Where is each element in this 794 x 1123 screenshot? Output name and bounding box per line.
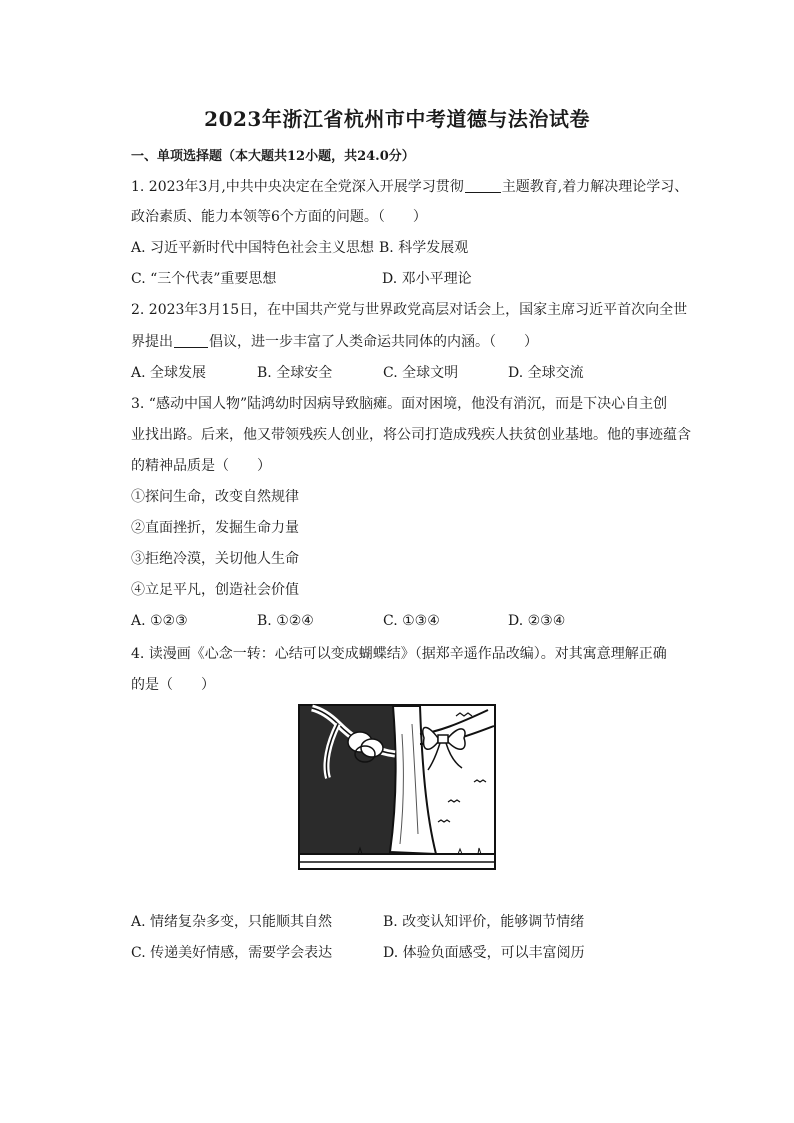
q4-line-2: 的是（ ） [131, 677, 215, 693]
q3-item-2: ②直面挫折，发掘生命力量 [131, 520, 299, 536]
q3-item-1: ①探问生命，改变自然规律 [131, 489, 299, 505]
q1-option-b[interactable]: B. 科学发展观 [379, 240, 469, 256]
q1-text-a: 1. 2023年3月,中共中央决定在全党深入开展学习贯彻 [131, 179, 464, 195]
q2-option-a[interactable]: A. 全球发展 [131, 365, 207, 381]
q3-option-c[interactable]: C. ①③④ [383, 613, 440, 629]
q1-line-1 [131, 178, 688, 196]
page-title: 2023年浙江省杭州市中考道德与法治试卷 [204, 107, 590, 131]
q1-text-b: 主题教育,着力解决理论学习、 [501, 179, 689, 195]
cartoon-illustration [298, 704, 496, 870]
q4-option-a[interactable]: A. 情绪复杂多变，只能顺其自然 [131, 914, 333, 930]
q2-option-c[interactable]: C. 全球文明 [383, 365, 459, 381]
q3-option-b[interactable]: B. ①②④ [257, 613, 314, 629]
q4-option-b[interactable]: B. 改变认知评价，能够调节情绪 [383, 914, 585, 930]
q2-option-d[interactable]: D. 全球交流 [508, 365, 584, 381]
q3-option-d[interactable]: D. ②③④ [508, 613, 566, 629]
answer-blank [174, 333, 208, 348]
q1-option-c[interactable]: C. “三个代表”重要思想 [131, 271, 277, 287]
q2-line-1: 2. 2023年3月15日，在中国共产党与世界政党高层对话会上，国家主席习近平首次向全世 [131, 302, 688, 318]
q3-item-4: ④立足平凡，创造社会价值 [131, 582, 299, 598]
q1-line-2: 政治素质、能力本领等6个方面的问题。（ ） [131, 209, 427, 225]
q3-line-1: 3. “感动中国人物”陆鸿幼时因病导致脑瘫。面对困境，他没有消沉，而是下决心自主创 [131, 396, 668, 412]
answer-blank [465, 178, 501, 193]
q3-item-3: ③拒绝冷漠，关切他人生命 [131, 551, 299, 567]
q3-option-a[interactable]: A. ①②③ [131, 613, 188, 629]
q1-option-d[interactable]: D. 邓小平理论 [382, 271, 472, 287]
section-heading: 一、单项选择题（本大题共12小题，共24.0分） [131, 149, 415, 164]
q2-line-2 [131, 333, 538, 351]
q2-option-b[interactable]: B. 全球安全 [257, 365, 333, 381]
q4-line-1: 4. 读漫画《心念一转：心结可以变成蝴蝶结》（据郑辛遥作品改编）。对其寓意理解正确 [131, 646, 667, 662]
q3-line-3: 的精神品质是（ ） [131, 458, 271, 474]
q2-text-a: 界提出 [131, 334, 173, 350]
q3-line-2: 业找出路。后来，他又带领残疾人创业，将公司打造成残疾人扶贫创业基地。他的事迹蕴含 [131, 427, 691, 443]
q4-option-d[interactable]: D. 体验负面感受，可以丰富阅历 [383, 945, 585, 961]
q1-option-a[interactable]: A. 习近平新时代中国特色社会主义思想 [131, 240, 375, 256]
q4-option-c[interactable]: C. 传递美好情感，需要学会表达 [131, 945, 333, 961]
q2-text-b: 倡议，进一步丰富了人类命运共同体的内涵。（ ） [209, 334, 538, 350]
